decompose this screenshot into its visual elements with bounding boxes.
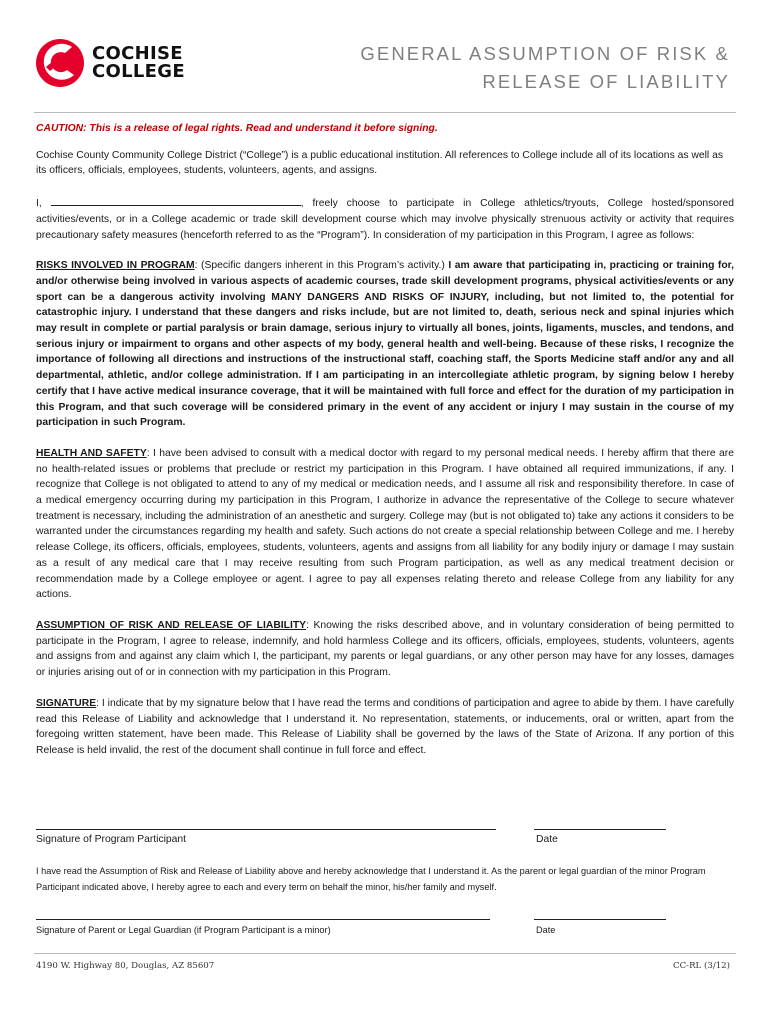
header-divider	[34, 112, 736, 113]
footer-divider	[34, 953, 736, 954]
assumption-text: : Knowing the risks described above, and in voluntary consideration of being permitted to participate in the Program, I agree to release, indemnify, and hold harmless College and its officers, officials, employees, students, volunteers, agents and assigns from and against any claim which I, the participant, my parents or legal guardians, or any other person may have for any losses, damages or injuries arising out of or in connection with my participation in this Program.	[36, 619, 734, 679]
document-title	[360, 40, 730, 96]
guardian-date-label: Date	[536, 925, 556, 935]
footer-address: 4190 W. Highway 80, Douglas, AZ 85607	[36, 961, 215, 971]
participant-name-field[interactable]	[51, 194, 301, 206]
health-heading: HEALTH AND SAFETY	[36, 447, 147, 459]
guardian-date-line[interactable]	[534, 919, 666, 920]
assumption-paragraph	[36, 618, 734, 681]
guardian-signature-line[interactable]	[36, 919, 490, 920]
assumption-heading: ASSUMPTION OF RISK AND RELEASE OF LIABILITY	[36, 619, 307, 631]
document-body	[36, 121, 734, 774]
college-logo-text	[92, 45, 185, 81]
guardian-acknowledgement: I have read the Assumption of Risk and Release of Liability above and hereby acknowledge that I understand it. As the parent or legal guardian of the minor Program Participant indicated above, I hereby agree to each and every term on behalf the minor, his/her family and myself.	[36, 866, 706, 892]
participant-signature-label: Signature of Program Participant	[36, 834, 187, 845]
guardian-signature-label: Signature of Parent or Legal Guardian (if Program Participant is a minor)	[36, 925, 331, 935]
college-logo-mark	[34, 37, 88, 89]
signature-heading: SIGNATURE	[36, 697, 97, 709]
health-text: : I have been advised to consult with a medical doctor with regard to my personal medical needs. I hereby affirm that there are no health-related issues or problems that preclude or restrict my participation in this Program. I have obtained all required immunizations, if any. I recognize that College is not obligated to attend to any of my medical or medication needs, and I assume all risk and responsibility therefore. In case of a medical emergency occurring during my participation in this Program, I authorize in advance the representative of the College to secure whatever treatment is necessary, including the administration of an anesthetic and surgery. College may (but is not obligated to) take any actions it considers to be warranted under the circumstances regarding my health and safety. Such actions do not create a special relationship between College and me. I hereby release College, its officers, officials, employees, students, volunteers, agents and assigns from all liability for any bodily injury or damage I may sustain as a result of any medical care that I may receive resulting from such Program participation, as well as any medical treatment decision or recommendation made by a College employee or agent. I agree to pay all expenses relating thereto and release College from any liability for any actions.	[36, 447, 734, 601]
agreement-prefix: I,	[36, 198, 42, 210]
participant-signature-line[interactable]	[36, 829, 496, 830]
signature-paragraph	[36, 696, 734, 759]
agreement-text: , freely choose to participate in College athletics/tryouts, College hosted/sponsored activities/events, or in a College academic or trade skill development course which may involve physically strenuous activity or activity that requires precautionary safety measures (henceforth referred to as the “Program”). In consideration of my participation in this Program, I agree as follows:	[36, 198, 734, 241]
logo-line-2: COLLEGE	[92, 61, 185, 82]
agreement-paragraph	[36, 194, 734, 243]
title-line-2: RELEASE OF LIABILITY	[482, 71, 730, 92]
risks-heading: RISKS INVOLVED IN PROGRAM	[36, 260, 195, 272]
caution-notice: CAUTION: This is a release of legal rights. Read and understand it before signing.	[36, 123, 438, 134]
health-paragraph	[36, 446, 734, 603]
signature-text: : I indicate that by my signature below that I have read the terms and conditions of participation and agree to abide by them. I have carefully read this Release of Liability and acknowledge that I understand it. No representation, statements, or inducements, oral or written, apart from the foregoing written statement, have been made. This Release of Liability shall be governed by the laws of the State of Arizona. If any portion of this Release is held invalid, the rest of the document shall continue in full force and effect.	[36, 697, 734, 756]
participant-date-line[interactable]	[534, 829, 666, 830]
intro-paragraph: Cochise County Community College District (“College”) is a public educational institution. All references to College include all of its locations as well as its officers, officials, employees, students, volunteers, agents, and assigns.	[36, 149, 724, 177]
footer-form-code: CC-RL (3/12)	[673, 961, 730, 971]
participant-date-label: Date	[536, 834, 558, 845]
risks-text: I am aware that participating in, practicing or training for, and/or otherwise being involved in various aspects of academic courses, trade skill development programs, physical activities/events or any sport can be a dangerous activity involving MANY DANGERS AND RISKS OF INJURY, including, but not limited to, the potential for catastrophic injury. I understand that these dangers and risks include, but are not limited to, death, serious neck and spinal injuries which may result in complete or partial paralysis or brain damage, serious injury to virtually all bones, joints, ligaments, muscles, and tendons, and serious injury or impairment to organs and other aspects of my body, general health and well-being. Because of these risks, I recognize the importance of following all directions and instructions of the instructional staff, coaching staff, the Sports Medicine staff and/or any and all departmental, athletic, and/or college administration. If I am participating in an intercollegiate athletic program, by signing below I hereby certify that I have active medical insurance coverage, that it will be maintained with full force and effect for the duration of my participation in this Program, and that such coverage will be considered primary in the event of any accident or injury I may sustain in the course of my participation in such Program.	[36, 260, 735, 429]
title-line-1: GENERAL ASSUMPTION OF RISK &	[360, 43, 730, 64]
risks-paragraph	[36, 258, 734, 431]
risks-intro: : (Specific dangers inherent in this Program’s activity.)	[194, 260, 449, 272]
logo-line-1: COCHISE	[92, 43, 183, 64]
college-logo	[34, 37, 214, 89]
